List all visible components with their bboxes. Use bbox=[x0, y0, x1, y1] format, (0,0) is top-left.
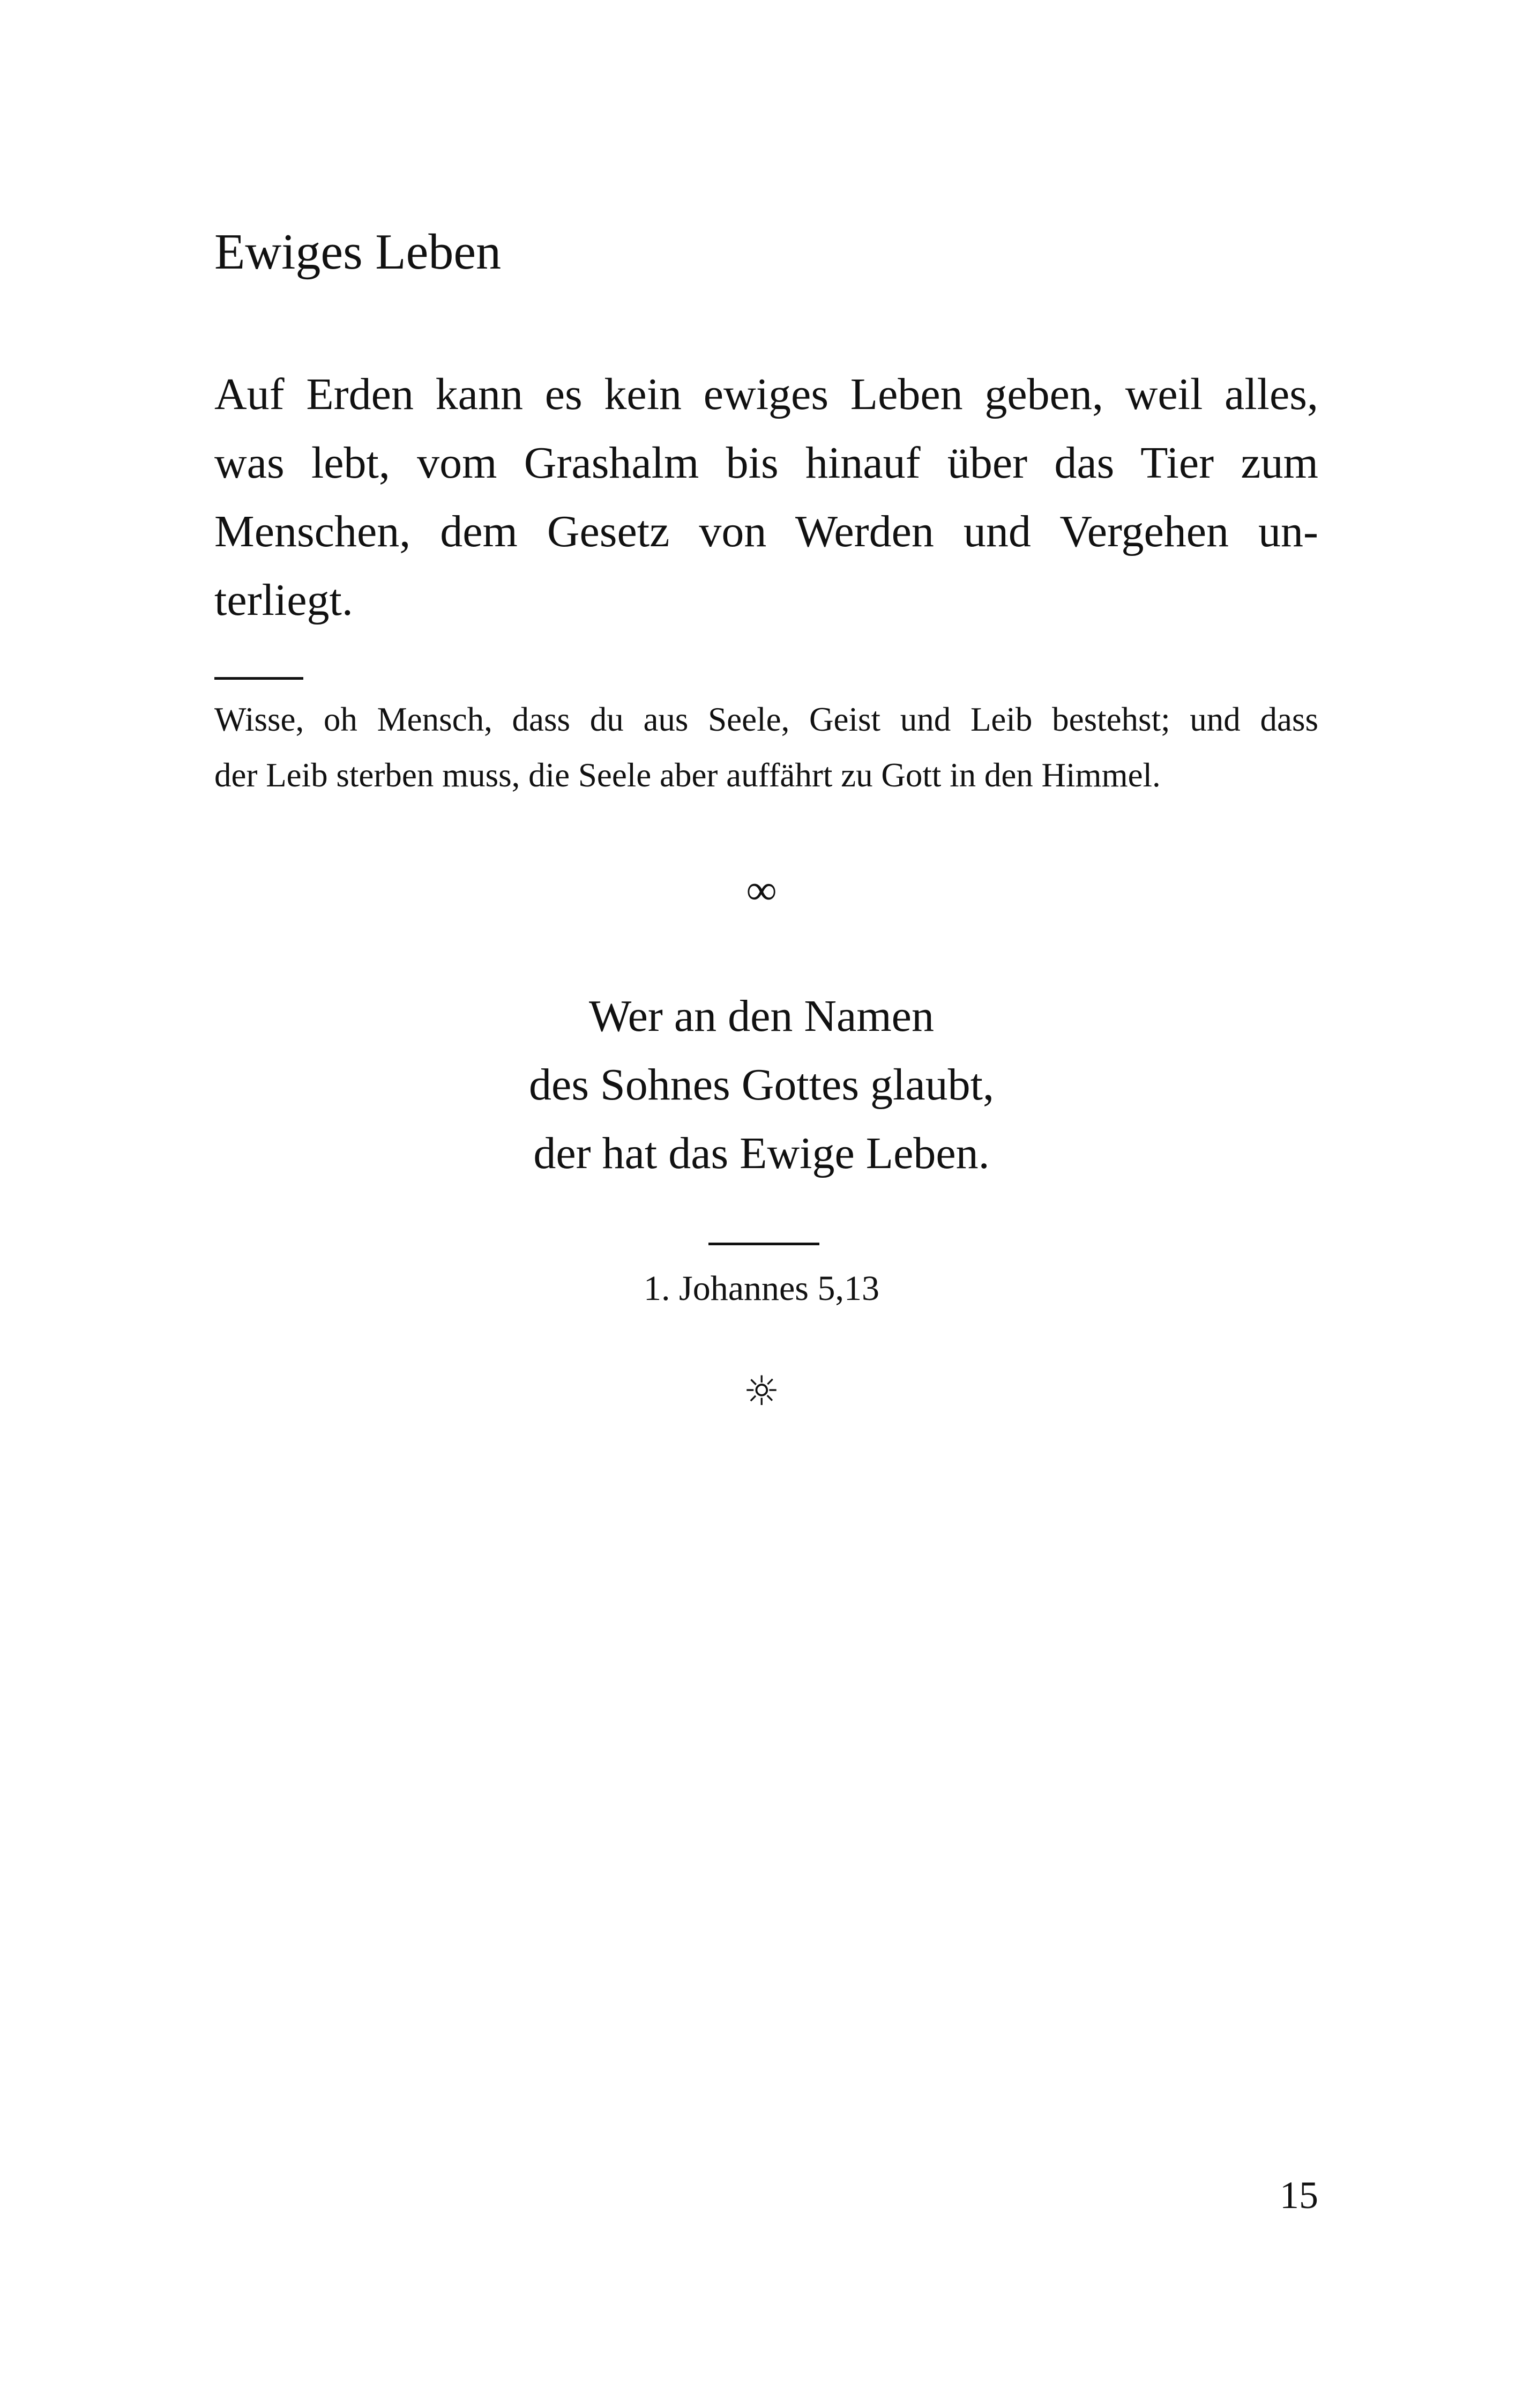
verse-line: des Sohnes Gottes glaubt, bbox=[529, 1060, 994, 1110]
footnote-line: der Leib sterben muss, die Seele aber auffährt zu Gott in den Himmel. bbox=[214, 756, 1161, 794]
verse-line: der hat das Ewige Leben. bbox=[533, 1128, 990, 1178]
body-paragraph bbox=[214, 360, 1318, 635]
verse-reference: 1. Johannes 5,13 bbox=[644, 1269, 879, 1308]
page-number: 15 bbox=[1280, 2174, 1318, 2217]
bible-verse bbox=[0, 982, 1523, 1188]
body-line: Auf Erden kann es kein ewiges Leben geben, weil alles, bbox=[214, 369, 1318, 419]
chapter-title: Ewiges Leben bbox=[214, 224, 502, 280]
infinity-icon: ∞ bbox=[746, 866, 777, 913]
footnote bbox=[214, 692, 1318, 803]
reference-separator bbox=[708, 1243, 819, 1245]
footnote-separator bbox=[214, 677, 303, 680]
sun-icon: ☼ bbox=[743, 1367, 780, 1415]
body-line: was lebt, vom Grashalm bis hinauf über das Tier zum bbox=[214, 438, 1318, 488]
footnote-line: Wisse, oh Mensch, dass du aus Seele, Geist und Leib bestehst; und dass bbox=[214, 701, 1318, 738]
body-line: terliegt. bbox=[214, 575, 353, 625]
verse-line: Wer an den Namen bbox=[589, 991, 934, 1041]
body-line: Menschen, dem Gesetz von Werden und Vergehen un- bbox=[214, 507, 1318, 556]
